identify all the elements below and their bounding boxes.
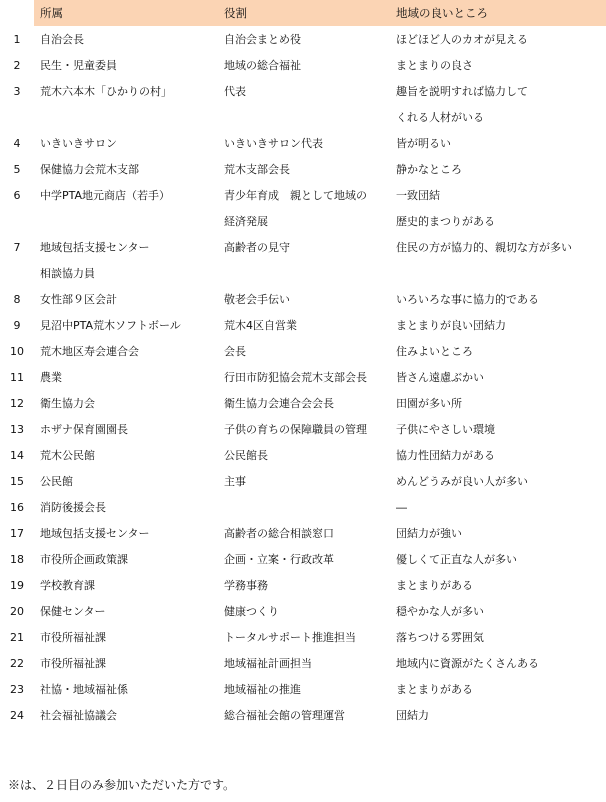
- cell-number: 17: [10, 526, 24, 540]
- table-row: [0, 156, 606, 182]
- cell-good-points: 一致団結: [396, 189, 440, 202]
- cell-good-points: 住民の方が協力的、親切な方が多い: [396, 241, 572, 254]
- cell-good-points: まとまりの良さ: [396, 59, 473, 72]
- table-row: [0, 52, 606, 78]
- cell-role: 荒木4区自営業: [224, 319, 297, 332]
- table-row: [0, 234, 606, 260]
- cell-affiliation: 学校教育課: [40, 579, 95, 592]
- cell-good-points: いろいろな事に協力的である: [396, 293, 539, 306]
- cell-good-points: ほどほど人のカオが見える: [396, 33, 528, 46]
- table-row: [0, 312, 606, 338]
- cell-good-points: 団結力が強い: [396, 527, 462, 540]
- table-row: [0, 130, 606, 156]
- cell-good-points: 趣旨を説明すれば協力して: [396, 85, 528, 98]
- cell-role: [218, 104, 390, 130]
- cell-good-points: まとまりが良い団結力: [396, 319, 506, 332]
- cell-number: [0, 208, 34, 234]
- cell-affiliation: 荒木公民館: [40, 449, 95, 462]
- cell-good-points: 皆が明るい: [396, 137, 451, 150]
- cell-affiliation: 衛生協力会: [40, 397, 95, 410]
- cell-affiliation: 見沼中PTA荒木ソフトボール: [40, 319, 181, 332]
- cell-number: 12: [10, 396, 24, 410]
- cell-number: 15: [10, 474, 24, 488]
- table-row: [0, 650, 606, 676]
- cell-number: 14: [10, 448, 24, 462]
- cell-role: 高齢者の見守: [224, 241, 290, 254]
- table-row: [0, 78, 606, 104]
- table-body: [0, 26, 606, 728]
- cell-number: 20: [10, 604, 24, 618]
- cell-role: 総合福祉会館の管理運営: [224, 709, 345, 722]
- cell-role: 高齢者の総合相談窓口: [224, 527, 334, 540]
- cell-role: 経済発展: [224, 215, 268, 228]
- cell-good-points: 落ちつける雰囲気: [396, 631, 484, 644]
- cell-good-points: 協力性団結力がある: [396, 449, 495, 462]
- cell-role: 子供の育ちの保障職員の管理: [224, 423, 367, 436]
- cell-good-points: 子供にやさしい環境: [396, 423, 495, 436]
- cell-role: [218, 260, 390, 286]
- cell-affiliation: 民生・児童委員: [40, 59, 117, 72]
- cell-number: 1: [13, 32, 21, 46]
- cell-number: [0, 260, 34, 286]
- cell-number: 13: [10, 422, 24, 436]
- table-row: [0, 182, 606, 208]
- cell-role: [218, 494, 390, 520]
- cell-affiliation: 地域包括支援センター: [40, 527, 150, 540]
- cell-role: 荒木支部会長: [224, 163, 290, 176]
- cell-number: 18: [10, 552, 24, 566]
- cell-number: 5: [13, 162, 21, 176]
- cell-number: 2: [13, 58, 21, 72]
- cell-affiliation: ホザナ保育園園長: [40, 423, 128, 436]
- cell-affiliation: 市役所企画政策課: [40, 553, 128, 566]
- table-row: [0, 494, 606, 520]
- cell-affiliation: 荒木地区寿会連合会: [40, 345, 139, 358]
- cell-role: トータルサポート推進担当: [224, 631, 356, 644]
- cell-affiliation: [34, 208, 218, 234]
- table-row: [0, 364, 606, 390]
- cell-role: 公民館長: [224, 449, 268, 462]
- table-row: [0, 416, 606, 442]
- table-row: [0, 208, 606, 234]
- cell-role: 衛生協力会連合会会長: [224, 397, 334, 410]
- table-row: [0, 260, 606, 286]
- cell-good-points: 皆さん遠慮ぶかい: [396, 371, 484, 384]
- cell-good-points: ―: [396, 500, 407, 514]
- cell-number: 4: [13, 136, 21, 150]
- cell-good-points: 穏やかな人が多い: [396, 605, 484, 618]
- cell-role: 健康つくり: [224, 605, 279, 618]
- table-row: [0, 390, 606, 416]
- cell-role: 学務事務: [224, 579, 268, 592]
- table-row: [0, 338, 606, 364]
- cell-number: 9: [13, 318, 21, 332]
- table-row: [0, 702, 606, 728]
- cell-good-points: めんどうみが良い人が多い: [396, 475, 528, 488]
- cell-number: 22: [10, 656, 24, 670]
- header-role: 役割: [218, 0, 390, 26]
- cell-number: 8: [13, 292, 21, 306]
- table-row: [0, 26, 606, 52]
- cell-affiliation: 保健センター: [40, 605, 106, 618]
- cell-good-points: くれる人材がいる: [396, 111, 484, 124]
- cell-role: 行田市防犯協会荒木支部会長: [224, 371, 367, 384]
- cell-affiliation: 相談協力員: [40, 267, 95, 280]
- cell-good-points: [390, 260, 606, 286]
- table-row: [0, 442, 606, 468]
- table-row: [0, 546, 606, 572]
- table-row: [0, 286, 606, 312]
- cell-affiliation: 市役所福祉課: [40, 631, 106, 644]
- cell-affiliation: 消防後援会長: [40, 501, 106, 514]
- cell-affiliation: 地域包括支援センター: [40, 241, 150, 254]
- cell-affiliation: 荒木六本木「ひかりの村」: [40, 85, 172, 98]
- cell-role: 主事: [224, 475, 246, 488]
- table-row: [0, 676, 606, 702]
- table-row: [0, 520, 606, 546]
- table-row: [0, 104, 606, 130]
- cell-number: 3: [13, 84, 21, 98]
- cell-good-points: 優しくて正直な人が多い: [396, 553, 517, 566]
- cell-role: 地域の総合福祉: [224, 59, 301, 72]
- cell-role: 地域福祉の推進: [224, 683, 301, 696]
- cell-number: 24: [10, 708, 24, 722]
- header-affiliation: 所属: [34, 0, 218, 26]
- cell-affiliation: 公民館: [40, 475, 73, 488]
- cell-good-points: 住みよいところ: [396, 345, 473, 358]
- cell-number: 16: [10, 500, 24, 514]
- header-good-points: 地域の良いところ: [390, 0, 606, 26]
- cell-good-points: まとまりがある: [396, 579, 473, 592]
- cell-affiliation: 自治会長: [40, 33, 84, 46]
- cell-number: [0, 104, 34, 130]
- cell-affiliation: 保健協力会荒木支部: [40, 163, 139, 176]
- cell-affiliation: 農業: [40, 371, 62, 384]
- cell-number: 19: [10, 578, 24, 592]
- table-row: [0, 624, 606, 650]
- cell-affiliation: いきいきサロン: [40, 137, 117, 150]
- cell-affiliation: 市役所福祉課: [40, 657, 106, 670]
- cell-role: 会長: [224, 345, 246, 358]
- header-number: [0, 0, 34, 26]
- cell-role: 企画・立案・行政改革: [224, 553, 334, 566]
- cell-role: 代表: [224, 85, 246, 98]
- cell-role: 敬老会手伝い: [224, 293, 290, 306]
- cell-number: 21: [10, 630, 24, 644]
- cell-affiliation: [34, 104, 218, 130]
- cell-good-points: 田園が多い所: [396, 397, 462, 410]
- cell-role: 青少年育成 親として地域の: [224, 189, 367, 202]
- cell-good-points: 地域内に資源がたくさんある: [396, 657, 539, 670]
- cell-number: 6: [13, 188, 21, 202]
- cell-number: 23: [10, 682, 24, 696]
- table-row: [0, 572, 606, 598]
- cell-affiliation: 社会福祉協議会: [40, 709, 117, 722]
- cell-role: 自治会まとめ役: [224, 33, 301, 46]
- table-header-row: [0, 0, 606, 26]
- cell-number: 7: [13, 240, 21, 254]
- table-row: [0, 598, 606, 624]
- cell-good-points: まとまりがある: [396, 683, 473, 696]
- cell-good-points: 静かなところ: [396, 163, 462, 176]
- cell-number: 10: [10, 344, 24, 358]
- cell-number: 11: [10, 370, 24, 384]
- cell-affiliation: 女性部９区会計: [40, 293, 117, 306]
- cell-affiliation: 社協・地域福祉係: [40, 683, 128, 696]
- cell-good-points: 歴史的まつりがある: [396, 215, 495, 228]
- table-row: [0, 468, 606, 494]
- cell-role: いきいきサロン代表: [224, 137, 323, 150]
- cell-affiliation: 中学PTA地元商店（若手）: [40, 189, 171, 202]
- cell-role: 地域福祉計画担当: [224, 657, 312, 670]
- footnote: ※は、２日目のみ参加いただいた方です。: [8, 778, 236, 792]
- cell-good-points: 団結力: [396, 709, 429, 722]
